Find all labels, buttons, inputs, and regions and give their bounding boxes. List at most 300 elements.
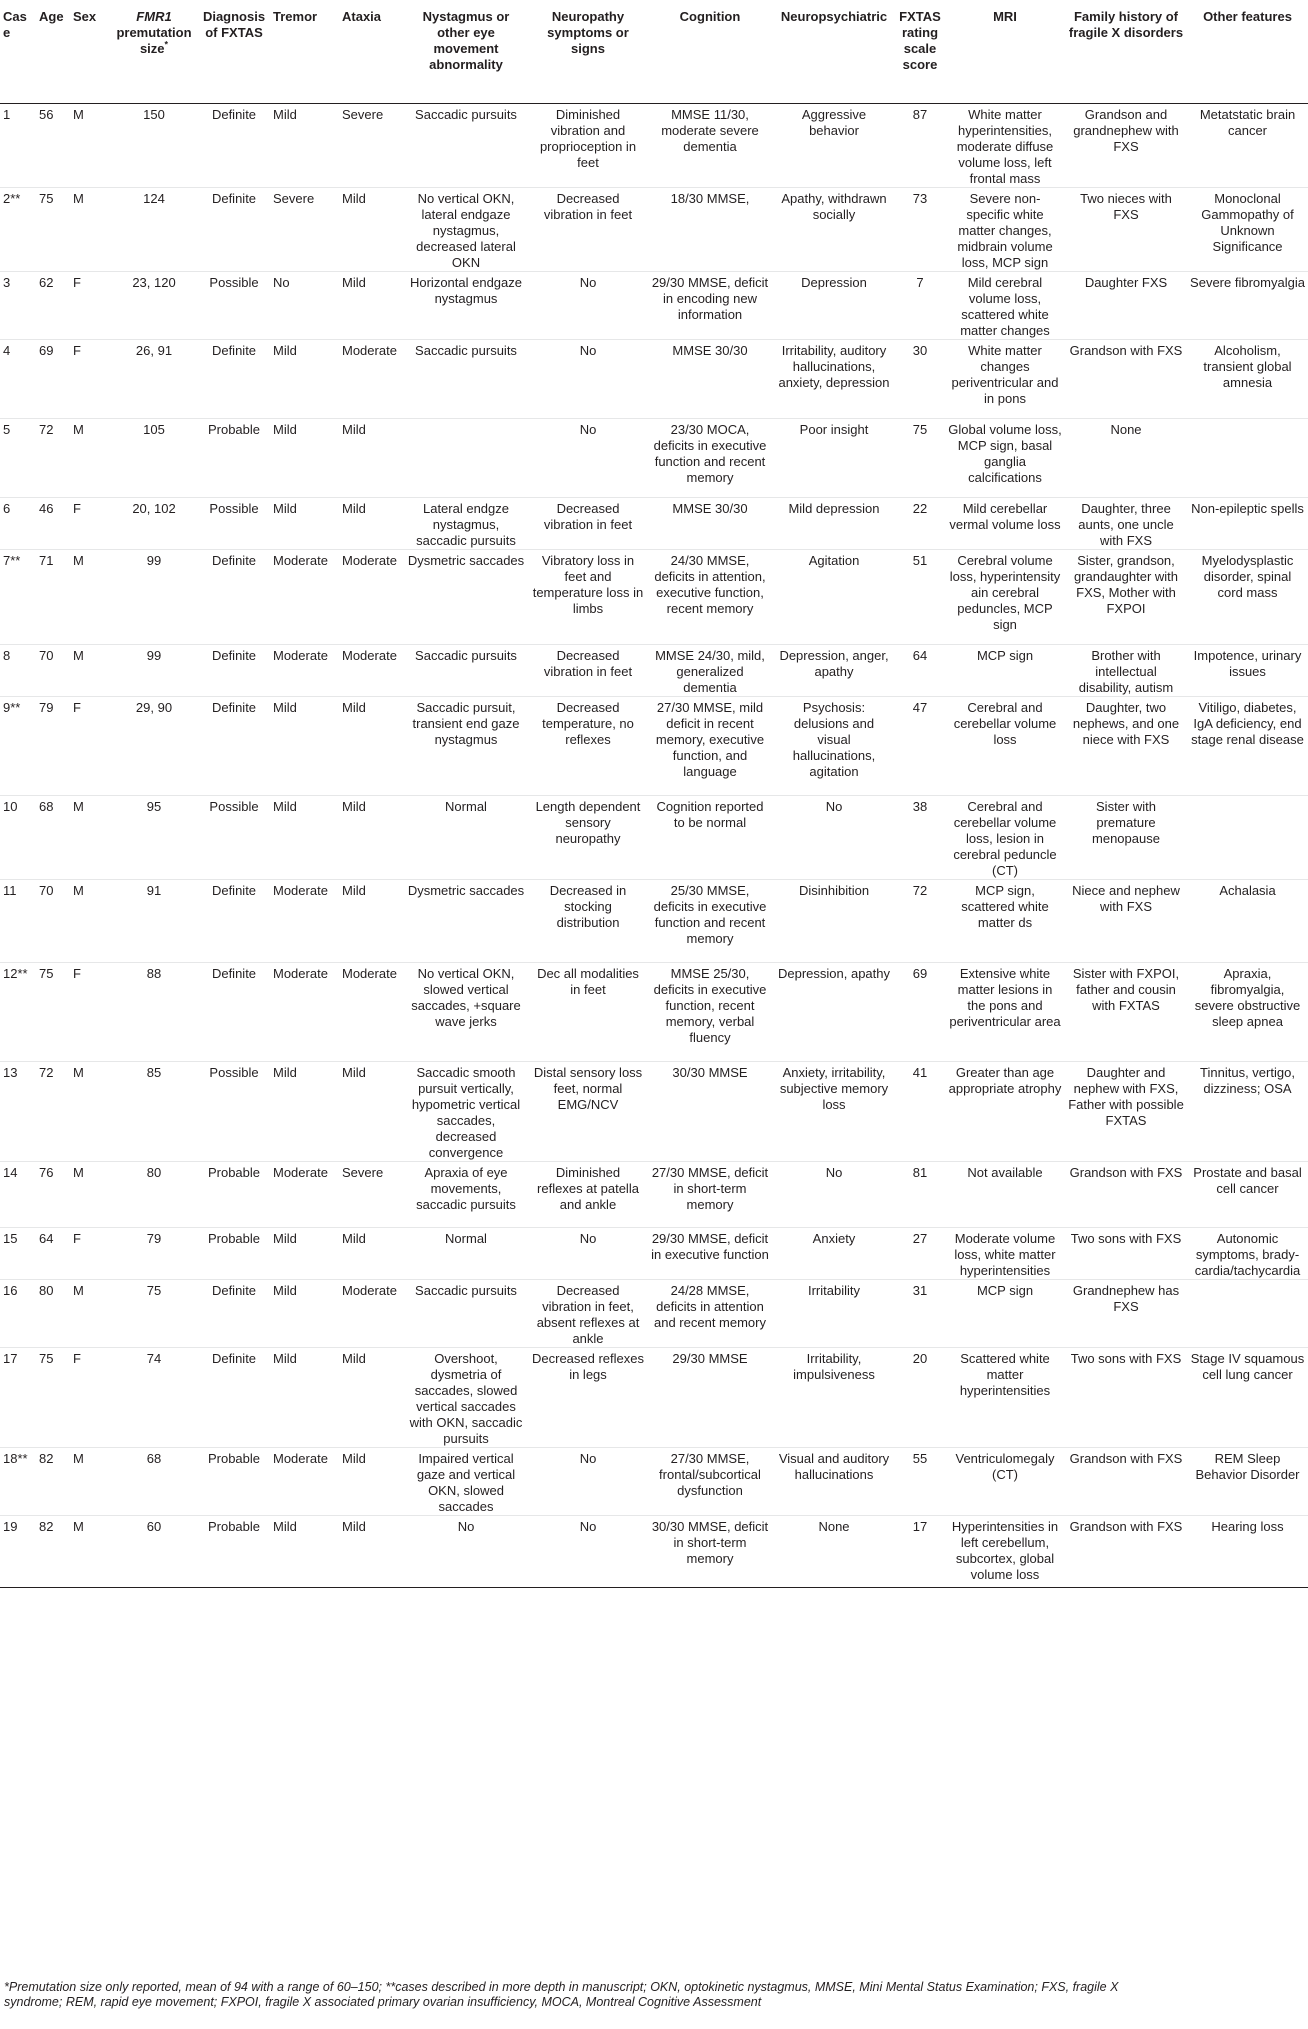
cell-family-history: Grandson with FXS: [1069, 1164, 1183, 1180]
cell-other-features: [1187, 418, 1308, 497]
cell-other-features: [1187, 1279, 1308, 1347]
cell-case: 10: [3, 798, 18, 814]
cell-ataxia: Severe: [342, 1164, 384, 1180]
cell-cognition: MMSE 24/30, mild, generalized dementia: [655, 647, 765, 695]
cell-neuropathy: Diminished reflexes at patella and ankle: [537, 1164, 639, 1212]
cell-sex: F: [73, 699, 81, 715]
cell-mri: Severe non-specific white matter changes, midbrain volume loss, MCP sign: [957, 190, 1053, 270]
cell-case: 4: [3, 342, 11, 358]
cell-age: 56: [39, 106, 54, 122]
cell-cognition: MMSE 30/30: [672, 500, 748, 516]
cell-family-history: Daughter and nephew with FXS, Father with possible FXTAS: [1068, 1064, 1184, 1128]
cell-neuropathy: Decreased vibration in feet, absent reflexes at ankle: [536, 1282, 640, 1346]
cell-tremor: Mild: [273, 1230, 297, 1246]
cell-sex: F: [73, 1350, 81, 1366]
cell-premutation-size: 124: [143, 190, 165, 206]
cell-diagnosis: Definite: [211, 882, 257, 898]
cell-ataxia: Mild: [342, 1064, 366, 1080]
cell-eye-movement: Dysmetric saccades: [407, 882, 525, 898]
cell-eye-movement: Normal: [445, 1230, 487, 1246]
cell-diagnosis: Possible: [209, 798, 259, 814]
cell-sex: M: [73, 1064, 84, 1080]
cell-family-history: Two nieces with FXS: [1080, 190, 1172, 222]
table-row: [0, 1161, 1308, 1227]
cell-neuropathy: Decreased in stocking distribution: [549, 882, 627, 930]
cell-ataxia: Moderate: [342, 552, 397, 568]
cell-mri: Mild cerebellar vermal volume loss: [949, 500, 1061, 532]
cell-cognition: 27/30 MMSE, frontal/subcortical dysfunction: [659, 1450, 761, 1498]
cell-family-history: Sister, grandson, grandaughter with FXS, Mother with FXPOI: [1073, 552, 1179, 616]
cell-mri: Cerebral volume loss, hyperintensity ain cerebral peduncles, MCP sign: [949, 552, 1061, 632]
cell-neuropathy: Decreased vibration in feet: [543, 500, 633, 532]
cell-tremor: Moderate: [273, 882, 328, 898]
table-row: [0, 1279, 1308, 1347]
cell-sex: M: [73, 882, 84, 898]
cell-age: 76: [39, 1164, 54, 1180]
cell-ataxia: Mild: [342, 1350, 366, 1366]
cell-cognition: MMSE 30/30: [672, 342, 748, 358]
cell-mri: Cerebral and cerebellar volume loss: [953, 699, 1057, 747]
cell-fxtas-score: 73: [912, 190, 928, 206]
cell-ataxia: Mild: [342, 1230, 366, 1246]
cell-premutation-size: 150: [143, 106, 165, 122]
cell-ataxia: Moderate: [342, 965, 397, 981]
cell-eye-movement: No: [457, 1518, 475, 1534]
cell-other-features: Autonomic symptoms, brady-cardia/tachycardia: [1194, 1230, 1301, 1278]
cell-diagnosis: Probable: [207, 1518, 261, 1534]
cell-ataxia: Mild: [342, 699, 366, 715]
cell-diagnosis: Probable: [207, 1164, 261, 1180]
cell-eye-movement: Dysmetric saccades: [407, 552, 525, 568]
cell-other-features: Non-epileptic spells: [1191, 500, 1304, 516]
cell-family-history: Daughter FXS: [1084, 274, 1168, 290]
cell-other-features: Achalasia: [1219, 882, 1276, 898]
cell-other-features: Prostate and basal cell cancer: [1193, 1164, 1302, 1196]
cell-eye-movement: Impaired vertical gaze and vertical OKN, slowed saccades: [416, 1450, 516, 1514]
cell-tremor: Mild: [273, 421, 297, 437]
cell-neuropsychiatric: Poor insight: [799, 421, 869, 437]
cell-case: 5: [3, 421, 11, 437]
cell-ataxia: Mild: [342, 1518, 366, 1534]
footnote-line-1: *Premutation size only reported, mean of 94 with a range of 60–150; **cases described in more depth in manuscript; OKN, optokinetic nystagmus, MMSE, Mini Mental Status Examination; FXS, fragile X: [4, 1980, 1119, 1994]
cell-age: 80: [39, 1282, 54, 1298]
cell-tremor: Moderate: [273, 552, 328, 568]
cell-diagnosis: Definite: [211, 1350, 257, 1366]
cell-cognition: 24/28 MMSE, deficits in attention and recent memory: [654, 1282, 766, 1330]
cell-mri: Scattered white matter hyperintensities: [959, 1350, 1051, 1398]
cell-premutation-size: 23, 120: [132, 274, 176, 290]
cell-sex: M: [73, 106, 84, 122]
cell-family-history: Two sons with FXS: [1070, 1230, 1182, 1246]
cell-neuropathy: Decreased vibration in feet: [543, 190, 633, 222]
cell-fxtas-score: 17: [912, 1518, 928, 1534]
cell-family-history: Grandson with FXS: [1069, 342, 1183, 358]
cell-case: 15: [3, 1230, 18, 1246]
cell-premutation-size: 99: [146, 647, 162, 663]
table-body: [0, 103, 1308, 1587]
cell-diagnosis: Possible: [209, 500, 259, 516]
cell-case: 7**: [3, 552, 21, 568]
cell-mri: Not available: [967, 1164, 1043, 1180]
cell-tremor: No: [273, 274, 290, 290]
cell-neuropathy: Distal sensory loss feet, normal EMG/NCV: [533, 1064, 643, 1112]
table-row: [0, 418, 1308, 497]
cell-age: 68: [39, 798, 54, 814]
cell-neuropathy: Length dependent sensory neuropathy: [535, 798, 641, 846]
header-cognition: Cognition: [679, 9, 741, 24]
cell-sex: M: [73, 1450, 84, 1466]
cell-other-features: Monoclonal Gammopathy of Unknown Significance: [1201, 190, 1294, 254]
cell-diagnosis: Probable: [207, 1230, 261, 1246]
cell-other-features: Severe fibromyalgia: [1190, 274, 1305, 290]
cell-neuropathy: Decreased temperature, no reflexes: [542, 699, 634, 747]
cell-diagnosis: Definite: [211, 699, 257, 715]
cell-age: 69: [39, 342, 54, 358]
cell-sex: F: [73, 274, 81, 290]
header-diagnosis: Diagnosis of FXTAS: [202, 9, 266, 40]
cell-ataxia: Moderate: [342, 647, 397, 663]
cell-mri: Hyperintensities in left cerebellum, subcortex, global volume loss: [951, 1518, 1059, 1582]
cell-neuropsychiatric: Depression, apathy: [777, 965, 890, 981]
cell-diagnosis: Definite: [211, 342, 257, 358]
cell-fxtas-score: 87: [912, 106, 928, 122]
table-row: [0, 1347, 1308, 1447]
cell-other-features: Apraxia, fibromyalgia, severe obstructive sleep apnea: [1194, 965, 1301, 1029]
table-row: [0, 549, 1308, 644]
cell-mri: White matter changes periventricular and in pons: [951, 342, 1059, 406]
cell-premutation-size: 105: [143, 421, 165, 437]
cell-sex: M: [73, 1518, 84, 1534]
cell-premutation-size: 95: [146, 798, 162, 814]
cell-case: 17: [3, 1350, 18, 1366]
cell-tremor: Mild: [273, 798, 297, 814]
cell-other-features: Tinnitus, vertigo, dizziness; OSA: [1200, 1064, 1295, 1096]
cell-fxtas-score: 38: [912, 798, 928, 814]
cell-other-features: Myelodysplastic disorder, spinal cord mass: [1201, 552, 1294, 600]
cell-tremor: Mild: [273, 1518, 297, 1534]
cell-age: 75: [39, 190, 54, 206]
cell-family-history: Grandson and grandnephew with FXS: [1073, 106, 1179, 154]
cell-diagnosis: Probable: [207, 421, 261, 437]
table-row: [0, 644, 1308, 696]
cell-age: 82: [39, 1518, 54, 1534]
cell-case: 19: [3, 1518, 18, 1534]
header-fxtas-score: FXTAS rating scale score: [899, 9, 941, 72]
cell-fxtas-score: 47: [912, 699, 928, 715]
cell-mri: White matter hyperintensities, moderate diffuse volume loss, left frontal mass: [956, 106, 1054, 186]
header-case: Case: [3, 9, 27, 40]
cell-neuropathy: No: [579, 342, 597, 358]
cell-neuropsychiatric: Visual and auditory hallucinations: [778, 1450, 890, 1482]
cell-neuropathy: No: [579, 1450, 597, 1466]
cell-ataxia: Moderate: [342, 1282, 397, 1298]
cell-tremor: Mild: [273, 106, 297, 122]
cell-family-history: Daughter, two nephews, and one niece with FXS: [1072, 699, 1180, 747]
cell-premutation-size: 20, 102: [132, 500, 176, 516]
cell-sex: M: [73, 647, 84, 663]
cell-ataxia: Mild: [342, 882, 366, 898]
cell-cognition: MMSE 25/30, deficits in executive function, recent memory, verbal fluency: [653, 965, 767, 1045]
cell-premutation-size: 26, 91: [135, 342, 173, 358]
cell-premutation-size: 75: [146, 1282, 162, 1298]
cell-diagnosis: Probable: [207, 1450, 261, 1466]
cell-eye-movement: Horizontal endgaze nystagmus: [409, 274, 523, 306]
cell-case: 18**: [3, 1450, 28, 1466]
header-age: Age: [39, 9, 64, 24]
cell-cognition: 18/30 MMSE,: [670, 190, 750, 206]
cell-age: 75: [39, 1350, 54, 1366]
cell-cognition: 25/30 MMSE, deficits in executive function and recent memory: [653, 882, 767, 946]
table-row: [0, 187, 1308, 271]
cell-diagnosis: Definite: [211, 965, 257, 981]
header-premutation-size: [110, 0, 198, 103]
cell-family-history: None: [1110, 421, 1142, 437]
cell-neuropathy: Decreased reflexes in legs: [532, 1350, 644, 1382]
cell-fxtas-score: 20: [912, 1350, 928, 1366]
cell-sex: M: [73, 1164, 84, 1180]
cell-cognition: 24/30 MMSE, deficits in attention, executive function, recent memory: [654, 552, 766, 616]
cell-neuropathy: No: [579, 1518, 597, 1534]
header-family-history: Family history of fragile X disorders: [1068, 9, 1184, 40]
cell-neuropsychiatric: Mild depression: [788, 500, 880, 516]
cell-ataxia: Mild: [342, 500, 366, 516]
header-ataxia: Ataxia: [342, 9, 382, 24]
table-row: [0, 962, 1308, 1061]
cell-tremor: Moderate: [273, 965, 328, 981]
cell-diagnosis: Definite: [211, 1282, 257, 1298]
cell-age: 70: [39, 647, 54, 663]
cell-mri: Cerebral and cerebellar volume loss, lesion in cerebral peduncle (CT): [953, 798, 1057, 878]
cell-neuropsychiatric: Irritability: [807, 1282, 860, 1298]
cell-cognition: 27/30 MMSE, mild deficit in recent memory, executive function, and language: [655, 699, 765, 779]
cell-case: 11: [3, 882, 17, 898]
cell-eye-movement: No vertical OKN, slowed vertical saccades, +square wave jerks: [411, 965, 521, 1029]
cell-age: 62: [39, 274, 54, 290]
table-row: [0, 879, 1308, 962]
cell-age: 75: [39, 965, 54, 981]
cell-neuropsychiatric: Psychosis: delusions and visual hallucinations, agitation: [792, 699, 876, 779]
table-row: [0, 1515, 1308, 1587]
table-row: [0, 103, 1308, 187]
cell-mri: Ventriculomegaly (CT): [955, 1450, 1055, 1482]
cell-sex: M: [73, 552, 84, 568]
cell-neuropathy: Dec all modalities in feet: [537, 965, 639, 997]
cell-cognition: 30/30 MMSE, deficit in short-term memory: [651, 1518, 769, 1566]
cell-mri: Moderate volume loss, white matter hyperintensities: [954, 1230, 1056, 1278]
cell-eye-movement: Saccadic pursuits: [415, 106, 517, 122]
cell-other-features: Hearing loss: [1211, 1518, 1284, 1534]
cell-eye-movement: [403, 418, 529, 497]
cell-fxtas-score: 7: [916, 274, 924, 290]
cell-eye-movement: Saccadic pursuit, transient end gaze nystagmus: [412, 699, 520, 747]
cell-fxtas-score: 81: [912, 1164, 928, 1180]
cell-diagnosis: Definite: [211, 552, 257, 568]
cell-neuropsychiatric: None: [818, 1518, 850, 1534]
cell-case: 3: [3, 274, 11, 290]
cell-premutation-size: 85: [146, 1064, 162, 1080]
cell-eye-movement: Saccadic pursuits: [415, 342, 517, 358]
header-premutation-rest: premutation size: [116, 25, 192, 56]
cell-neuropsychiatric: Irritability, auditory hallucinations, anxiety, depression: [778, 342, 890, 390]
cell-neuropsychiatric: Aggressive behavior: [801, 106, 867, 138]
cell-diagnosis: Definite: [211, 647, 257, 663]
header-tremor: Tremor: [273, 9, 318, 24]
cell-neuropathy: No: [579, 1230, 597, 1246]
header-neuropsychiatric: Neuropsychiatric: [780, 9, 888, 24]
cell-age: 79: [39, 699, 54, 715]
cell-eye-movement: Saccadic smooth pursuit vertically, hypometric vertical saccades, decreased convergence: [411, 1064, 521, 1160]
cell-cognition: MMSE 11/30, moderate severe dementia: [661, 106, 759, 154]
table-row: [0, 1447, 1308, 1515]
cell-family-history: Daughter, three aunts, one uncle with FXS: [1078, 500, 1174, 548]
cell-eye-movement: Apraxia of eye movements, saccadic pursuits: [416, 1164, 516, 1212]
table-row: [0, 497, 1308, 549]
cell-premutation-size: 88: [146, 965, 162, 981]
cell-family-history: Sister with premature menopause: [1092, 798, 1160, 846]
header-eye-movement: Nystagmus or other eye movement abnormality: [422, 9, 510, 72]
cell-fxtas-score: 51: [912, 552, 928, 568]
cell-neuropathy: Diminished vibration and proprioception in feet: [539, 106, 637, 170]
cell-ataxia: Mild: [342, 274, 366, 290]
cell-sex: M: [73, 1282, 84, 1298]
cell-neuropathy: Decreased vibration in feet: [543, 647, 633, 679]
header-sex: Sex: [73, 9, 97, 24]
cell-mri: Greater than age appropriate atrophy: [948, 1064, 1062, 1096]
cell-tremor: Severe: [273, 190, 315, 206]
cell-neuropathy: No: [579, 421, 597, 437]
cell-family-history: Two sons with FXS: [1070, 1350, 1182, 1366]
cell-eye-movement: Normal: [445, 798, 487, 814]
cell-neuropsychiatric: Irritability, impulsiveness: [793, 1350, 875, 1382]
cell-premutation-size: 29, 90: [135, 699, 173, 715]
cell-mri: MCP sign: [976, 1282, 1034, 1298]
cell-sex: M: [73, 421, 84, 437]
cell-case: 2**: [3, 190, 21, 206]
cell-fxtas-score: 22: [912, 500, 928, 516]
cell-fxtas-score: 64: [912, 647, 928, 663]
cell-sex: M: [73, 190, 84, 206]
table-row: [0, 1227, 1308, 1279]
cell-neuropathy: No: [579, 274, 597, 290]
cell-tremor: Mild: [273, 699, 297, 715]
cell-mri: MCP sign, scattered white matter ds: [961, 882, 1049, 930]
cell-age: 70: [39, 882, 54, 898]
cell-diagnosis: Definite: [211, 190, 257, 206]
cell-age: 72: [39, 421, 54, 437]
cell-sex: F: [73, 965, 81, 981]
header-premutation-gene: FMR1: [136, 9, 172, 24]
table-row: [0, 795, 1308, 879]
cell-case: 12**: [3, 965, 28, 981]
cell-eye-movement: Saccadic pursuits: [415, 647, 517, 663]
cell-premutation-size: 68: [146, 1450, 162, 1466]
cell-cognition: 30/30 MMSE: [672, 1064, 748, 1080]
cell-case: 13: [3, 1064, 18, 1080]
cell-family-history: Brother with intellectual disability, autism: [1078, 647, 1174, 695]
cell-diagnosis: Definite: [211, 106, 257, 122]
header-neuropathy: Neuropathy symptoms or signs: [547, 9, 629, 56]
cell-tremor: Mild: [273, 1350, 297, 1366]
cell-cognition: 29/30 MMSE, deficit in executive function: [651, 1230, 769, 1262]
cell-tremor: Moderate: [273, 1450, 328, 1466]
table-row: [0, 271, 1308, 339]
cell-tremor: Mild: [273, 342, 297, 358]
cell-neuropsychiatric: Disinhibition: [798, 882, 870, 898]
header-other-features: Other features: [1203, 9, 1292, 24]
cell-neuropsychiatric: Agitation: [808, 552, 860, 568]
cell-premutation-size: 91: [146, 882, 162, 898]
cell-eye-movement: Lateral endgze nystagmus, saccadic pursuits: [416, 500, 516, 548]
cell-ataxia: Moderate: [342, 342, 397, 358]
cell-neuropsychiatric: Depression, anger, apathy: [779, 647, 889, 679]
cell-age: 72: [39, 1064, 54, 1080]
cell-other-features: REM Sleep Behavior Disorder: [1195, 1450, 1300, 1482]
cell-case: 6: [3, 500, 11, 516]
cell-case: 1: [3, 106, 11, 122]
cell-family-history: Grandson with FXS: [1069, 1518, 1183, 1534]
cell-fxtas-score: 55: [912, 1450, 928, 1466]
cell-age: 64: [39, 1230, 54, 1246]
cell-neuropsychiatric: Apathy, withdrawn socially: [781, 190, 887, 222]
cell-fxtas-score: 75: [912, 421, 928, 437]
table-row: [0, 696, 1308, 795]
cell-fxtas-score: 31: [912, 1282, 928, 1298]
cell-cognition: 23/30 MOCA, deficits in executive function and recent memory: [653, 421, 767, 485]
header-mri: MRI: [993, 9, 1017, 24]
cell-neuropsychiatric: No: [825, 798, 843, 814]
cell-diagnosis: Possible: [209, 1064, 259, 1080]
cell-case: 8: [3, 647, 11, 663]
cell-tremor: Mild: [273, 1282, 297, 1298]
cell-neuropsychiatric: No: [825, 1164, 843, 1180]
cell-other-features: Stage IV squamous cell lung cancer: [1190, 1350, 1305, 1382]
cell-neuropsychiatric: Anxiety: [812, 1230, 856, 1246]
cell-case: 9**: [3, 699, 21, 715]
table-header-row: [0, 0, 1308, 103]
cell-neuropsychiatric: Depression: [801, 274, 867, 290]
cell-age: 46: [39, 500, 54, 516]
cell-ataxia: Mild: [342, 1450, 366, 1466]
cell-family-history: Niece and nephew with FXS: [1072, 882, 1180, 914]
cell-mri: Extensive white matter lesions in the pons and periventricular area: [949, 965, 1061, 1029]
cell-tremor: Moderate: [273, 1164, 328, 1180]
cell-mri: Mild cerebral volume loss, scattered white matter changes: [960, 274, 1050, 338]
cell-family-history: Grandnephew has FXS: [1072, 1282, 1180, 1314]
cell-tremor: Moderate: [273, 647, 328, 663]
cell-premutation-size: 80: [146, 1164, 162, 1180]
cell-sex: M: [73, 798, 84, 814]
cell-ataxia: Severe: [342, 106, 384, 122]
cell-eye-movement: No vertical OKN, lateral endgaze nystagmus, decreased lateral OKN: [416, 190, 516, 270]
cell-case: 14: [3, 1164, 18, 1180]
cell-other-features: Alcoholism, transient global amnesia: [1203, 342, 1292, 390]
cell-case: 16: [3, 1282, 18, 1298]
cell-family-history: Grandson with FXS: [1069, 1450, 1183, 1466]
cell-other-features: Impotence, urinary issues: [1193, 647, 1302, 679]
cell-cognition: Cognition reported to be normal: [656, 798, 764, 830]
cell-fxtas-score: 69: [912, 965, 928, 981]
cell-sex: F: [73, 500, 81, 516]
cell-mri: MCP sign: [976, 647, 1034, 663]
cell-fxtas-score: 41: [912, 1064, 928, 1080]
cell-cognition: 29/30 MMSE: [672, 1350, 748, 1366]
cell-sex: F: [73, 342, 81, 358]
cell-ataxia: Mild: [342, 798, 366, 814]
cell-tremor: Mild: [273, 1064, 297, 1080]
table-footnote: [4, 1980, 1304, 2010]
cell-tremor: Mild: [273, 500, 297, 516]
cell-neuropathy: Vibratory loss in feet and temperature loss in limbs: [532, 552, 644, 616]
